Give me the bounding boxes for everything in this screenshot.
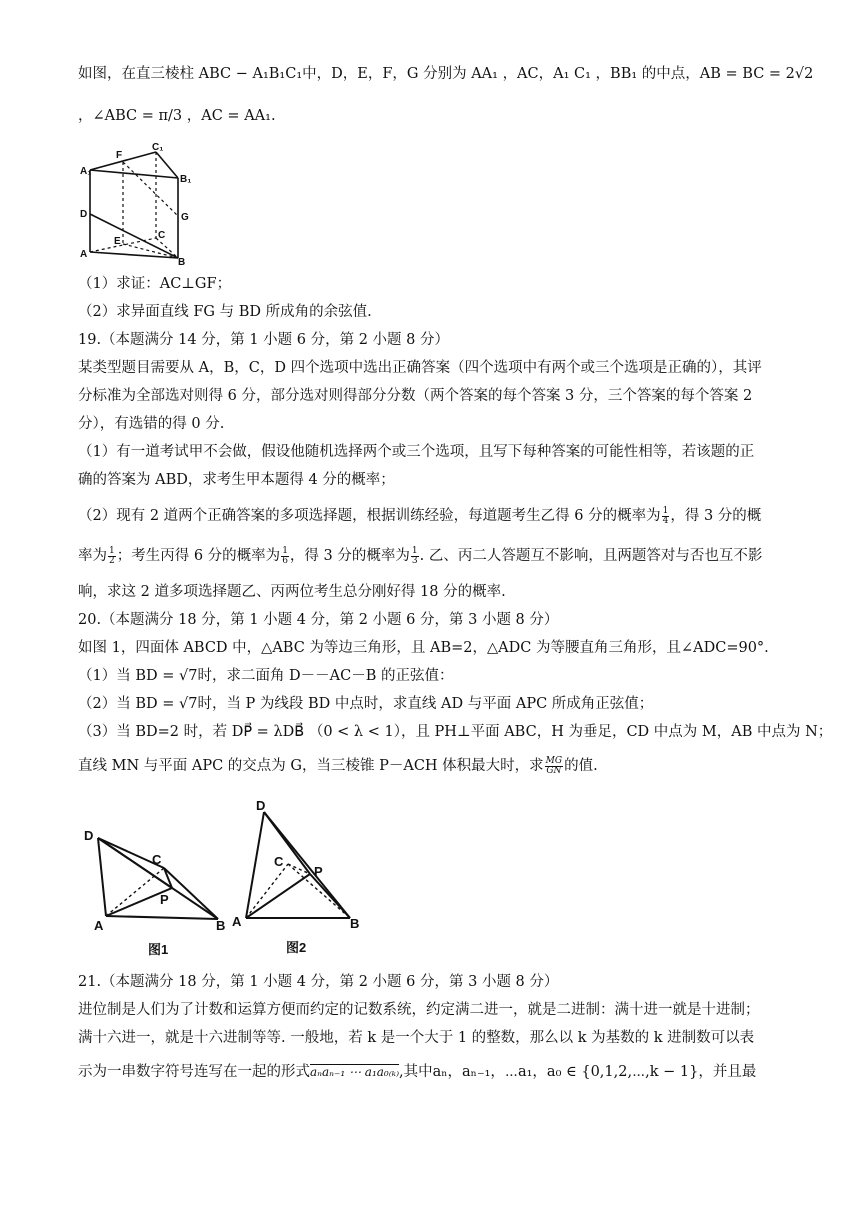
frac-num: 1 xyxy=(282,545,288,556)
q19-part2-text-a1: （2）现有 2 道两个正确答案的多项选择题，根据训练经验，每道题考生乙得 6 分的概率为 xyxy=(78,508,661,524)
label-A: A xyxy=(80,249,88,260)
q21-para-2: 满十六进一，就是十六进制等等. 一般地，若 k 是一个大于 1 的整数，那么以 k 为基数的 k 进制数可以表 xyxy=(78,1030,755,1046)
q19-part2-text-b1: 率为 xyxy=(78,548,107,564)
fig1-label-B: B xyxy=(216,918,226,933)
fig1-label-D: D xyxy=(84,828,94,843)
fig2-label-B: B xyxy=(350,916,360,931)
q21-para-3-text-b: ,其中aₙ，aₙ₋₁，⋯a₁，a₀ ∈ {0,1,2,⋯,k − 1}，并且最 xyxy=(399,1064,757,1080)
q19-part2-line-2 xyxy=(78,546,762,566)
q19-header: 19.（本题满分 14 分，第 1 小题 6 分，第 2 小题 8 分） xyxy=(78,332,450,348)
fraction-one-sixth xyxy=(281,547,289,566)
label-B1: B₁ xyxy=(180,174,192,185)
base-k-number-form: aₙaₙ₋₁ ⋯ a₁a₀₍ₖ₎ xyxy=(310,1065,400,1079)
q20-part1: （1）当 BD = √7时，求二面角 D－－AC－B 的正弦值： xyxy=(78,668,454,684)
frac-num: 1 xyxy=(411,545,418,556)
q19-part2-line-3: 响，求这 2 道多项选择题乙、丙两位考生总分刚好得 18 分的概率. xyxy=(78,584,506,600)
fig1-label-P: P xyxy=(160,892,169,907)
fig2-caption: 图2 xyxy=(286,940,307,955)
label-C1: C₁ xyxy=(152,142,164,153)
q20-part2: （2）当 BD = √7时，当 P 为线段 BD 中点时，求直线 AD 与平面 APC 所成角正弦值； xyxy=(78,696,654,712)
fraction-one-quarter xyxy=(662,507,670,526)
fraction-one-third xyxy=(411,547,419,566)
label-A1: A₁ xyxy=(80,166,92,177)
fig1-caption: 图1 xyxy=(148,942,169,957)
fig2-label-P: P xyxy=(314,864,323,879)
q19-part2-text-b4: . 乙、丙二人答题互不影响，且两题答对与否也互不影 xyxy=(419,548,763,564)
prism-figure xyxy=(78,140,198,268)
q19-part1-line-1: （1）有一道考试甲不会做，假设他随机选择两个或三个选项，且写下每种答案的可能性相等，若该题的正 xyxy=(78,444,755,460)
label-E: E xyxy=(114,236,121,247)
frac-den: 3 xyxy=(411,555,418,566)
q18-part1: （1）求证：AC⊥GF； xyxy=(78,276,232,292)
q18-stem-line-2: ，∠ABC = π/3 ，AC = AA₁. xyxy=(78,108,276,124)
label-F: F xyxy=(116,150,123,161)
label-B: B xyxy=(178,257,186,268)
q18-part2: （2）求异面直线 FG 与 BD 所成角的余弦值. xyxy=(78,304,372,320)
q19-part2-text-b3: ，得 3 分的概率为 xyxy=(289,548,410,564)
label-G: G xyxy=(181,212,189,223)
q21-para-3-text-a: 示为一串数字符号连写在一起的形式 xyxy=(78,1064,310,1080)
q19-part1-line-2: 确的答案为 ABD，求考生甲本题得 4 分的概率； xyxy=(78,472,395,488)
fig1-label-A: A xyxy=(94,918,104,933)
q20-header: 20.（本题满分 18 分，第 1 小题 4 分，第 2 小题 6 分，第 3 小题 8 分） xyxy=(78,612,559,628)
label-D: D xyxy=(80,209,88,220)
frac-den: 4 xyxy=(662,515,669,526)
fig2-label-D: D xyxy=(256,798,266,813)
q21-para-1: 进位制是人们为了计数和运算方便而约定的记数系统，约定满二进一，就是二进制：满十进一就是十进制； xyxy=(78,1002,760,1018)
q19-part2-text-b2: ；考生丙得 6 分的概率为 xyxy=(116,548,281,564)
q20-part3-text-b1: 直线 MN 与平面 APC 的交点为 G，当三棱锥 P－ACH 体积最大时，求 xyxy=(78,758,544,774)
q20-stem: 如图 1，四面体 ABCD 中，△ABC 为等边三角形，且 AB=2，△ADC 为等腰直角三角形，且∠ADC=90°. xyxy=(78,640,769,656)
fig2-label-C: C xyxy=(274,854,284,869)
frac-den: 6 xyxy=(282,555,288,566)
label-C: C xyxy=(158,230,166,241)
q19-para-2: 分标准为全部选对则得 6 分，部分选对则得部分分数（两个答案的每个答案 3 分，三个答案的每个答案 2 xyxy=(78,388,753,404)
frac-num: MG xyxy=(545,755,563,766)
q19-part2-line-1 xyxy=(78,506,761,526)
q20-part3-line-1: （3）当 BD=2 时，若 DP⃗ = λDB⃗ （0 < λ < 1），且 PH⊥平面 ABC，H 为垂足，CD 中点为 M，AB 中点为 N； xyxy=(78,724,833,740)
q20-part3-line-2 xyxy=(78,756,598,776)
q19-para-3: 分），有选错的得 0 分. xyxy=(78,416,225,432)
q21-header: 21.（本题满分 18 分，第 1 小题 4 分，第 2 小题 6 分，第 3 小题 8 分） xyxy=(78,974,559,990)
frac-den: 2 xyxy=(109,555,115,566)
q19-para-1: 某类型题目需要从 A，B，C，D 四个选项中选出正确答案（四个选项中有两个或三个选项是正确的），其评 xyxy=(78,360,762,376)
fraction-one-half xyxy=(108,547,116,566)
frac-num: 1 xyxy=(109,545,115,556)
fraction-mg-gn xyxy=(545,757,563,776)
tetrahedron-figures xyxy=(78,794,368,958)
q18-stem-line-1: 如图，在直三棱柱 ABC − A₁B₁C₁中，D，E，F，G 分别为 AA₁ ，AC，A₁ C₁ ，BB₁ 的中点，AB = BC = 2√2 xyxy=(78,66,814,82)
q20-part3-text-b2: 的值. xyxy=(564,758,598,774)
frac-num: 1 xyxy=(662,505,669,516)
fig1-label-C: C xyxy=(152,852,162,867)
q21-para-3 xyxy=(78,1062,756,1082)
q19-part2-text-a2: ，得 3 分的概 xyxy=(670,508,762,524)
fig2-label-A: A xyxy=(232,914,242,929)
frac-den: GN xyxy=(546,765,562,776)
